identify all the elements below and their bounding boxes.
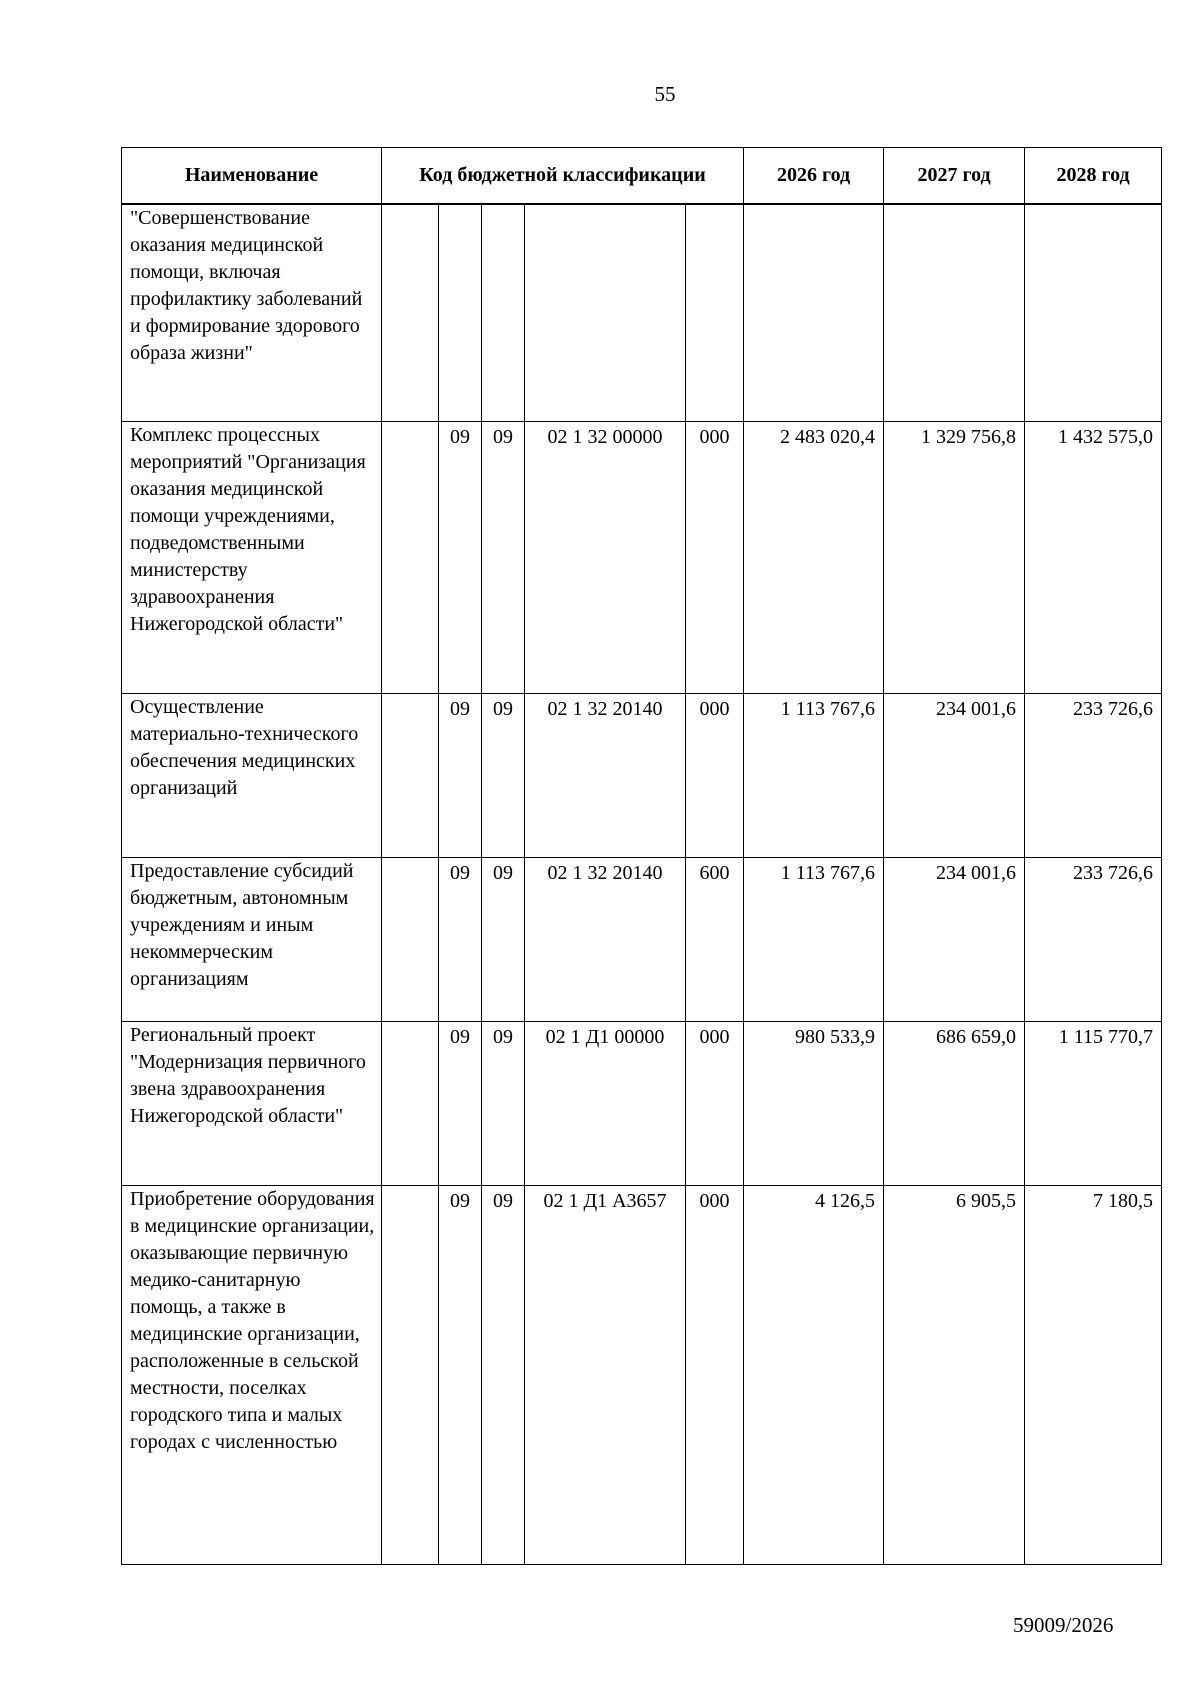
code-col-4: 02 1 32 20140 — [525, 858, 686, 1022]
row-name: Осуществление материально-технического обеспечения медицинских организаций — [122, 694, 382, 858]
value-2028 — [1025, 204, 1162, 422]
code-col-3: 09 — [482, 694, 525, 858]
value-2028: 7 180,5 — [1025, 1186, 1162, 1565]
code-col-3 — [482, 204, 525, 422]
value-2026: 980 533,9 — [744, 1022, 884, 1186]
code-col-4: 02 1 32 20140 — [525, 694, 686, 858]
code-col-4: 02 1 Д1 00000 — [525, 1022, 686, 1186]
code-col-5: 000 — [686, 422, 744, 694]
budget-table — [121, 147, 1162, 1565]
value-2026: 1 113 767,6 — [744, 694, 884, 858]
code-col-2: 09 — [439, 1186, 482, 1565]
row-name: "Совершенствование оказания медицинской помощи, включая профилактику заболеваний и формирование здорового образа жизни" — [122, 204, 382, 422]
value-2027: 6 905,5 — [884, 1186, 1025, 1565]
value-2027: 234 001,6 — [884, 858, 1025, 1022]
value-2026: 1 113 767,6 — [744, 858, 884, 1022]
document-id: 59009/2026 — [1013, 1613, 1114, 1637]
code-col-2: 09 — [439, 1022, 482, 1186]
code-col-2: 09 — [439, 422, 482, 694]
table-row — [122, 422, 1162, 694]
table-header-row — [122, 148, 1162, 205]
value-2027: 234 001,6 — [884, 694, 1025, 858]
value-2026 — [744, 204, 884, 422]
row-name: Предоставление субсидий бюджетным, автономным учреждениям и иным некоммерческим организациям — [122, 858, 382, 1022]
code-col-3: 09 — [482, 858, 525, 1022]
header-name: Наименование — [122, 148, 382, 205]
value-2027: 686 659,0 — [884, 1022, 1025, 1186]
value-2027 — [884, 204, 1025, 422]
code-col-1 — [382, 1022, 439, 1186]
value-2028: 1 432 575,0 — [1025, 422, 1162, 694]
header-2026: 2026 год — [744, 148, 884, 205]
header-2028: 2028 год — [1025, 148, 1162, 205]
table-row — [122, 858, 1162, 1022]
header-2027: 2027 год — [884, 148, 1025, 205]
value-2026: 2 483 020,4 — [744, 422, 884, 694]
header-code: Код бюджетной классификации — [382, 148, 744, 205]
table-row — [122, 1022, 1162, 1186]
row-name: Приобретение оборудования в медицинские организации, оказывающие первичную медико-санитарную помощь, а также в медицинские организации, расположенные в сельской местности, поселках городского типа и малых городах с численностью — [122, 1186, 382, 1565]
code-col-1 — [382, 204, 439, 422]
code-col-5: 600 — [686, 858, 744, 1022]
value-2028: 1 115 770,7 — [1025, 1022, 1162, 1186]
code-col-1 — [382, 422, 439, 694]
row-name: Комплекс процессных мероприятий "Организация оказания медицинской помощи учреждениями, подведомственными министерству здравоохранения Нижегородской области" — [122, 422, 382, 694]
row-name: Региональный проект "Модернизация первичного звена здравоохранения Нижегородской области" — [122, 1022, 382, 1186]
value-2027: 1 329 756,8 — [884, 422, 1025, 694]
value-2026: 4 126,5 — [744, 1186, 884, 1565]
code-col-4: 02 1 Д1 А3657 — [525, 1186, 686, 1565]
code-col-3: 09 — [482, 1186, 525, 1565]
value-2028: 233 726,6 — [1025, 858, 1162, 1022]
code-col-4: 02 1 32 00000 — [525, 422, 686, 694]
code-col-1 — [382, 1186, 439, 1565]
table-row — [122, 694, 1162, 858]
code-col-5: 000 — [686, 1186, 744, 1565]
table-row — [122, 204, 1162, 422]
code-col-1 — [382, 858, 439, 1022]
value-2028: 233 726,6 — [1025, 694, 1162, 858]
table-row — [122, 1186, 1162, 1565]
code-col-5: 000 — [686, 1022, 744, 1186]
code-col-4 — [525, 204, 686, 422]
code-col-1 — [382, 694, 439, 858]
code-col-5: 000 — [686, 694, 744, 858]
code-col-2: 09 — [439, 858, 482, 1022]
page-number: 55 — [654, 82, 676, 106]
code-col-3: 09 — [482, 422, 525, 694]
code-col-2: 09 — [439, 694, 482, 858]
code-col-2 — [439, 204, 482, 422]
code-col-5 — [686, 204, 744, 422]
code-col-3: 09 — [482, 1022, 525, 1186]
